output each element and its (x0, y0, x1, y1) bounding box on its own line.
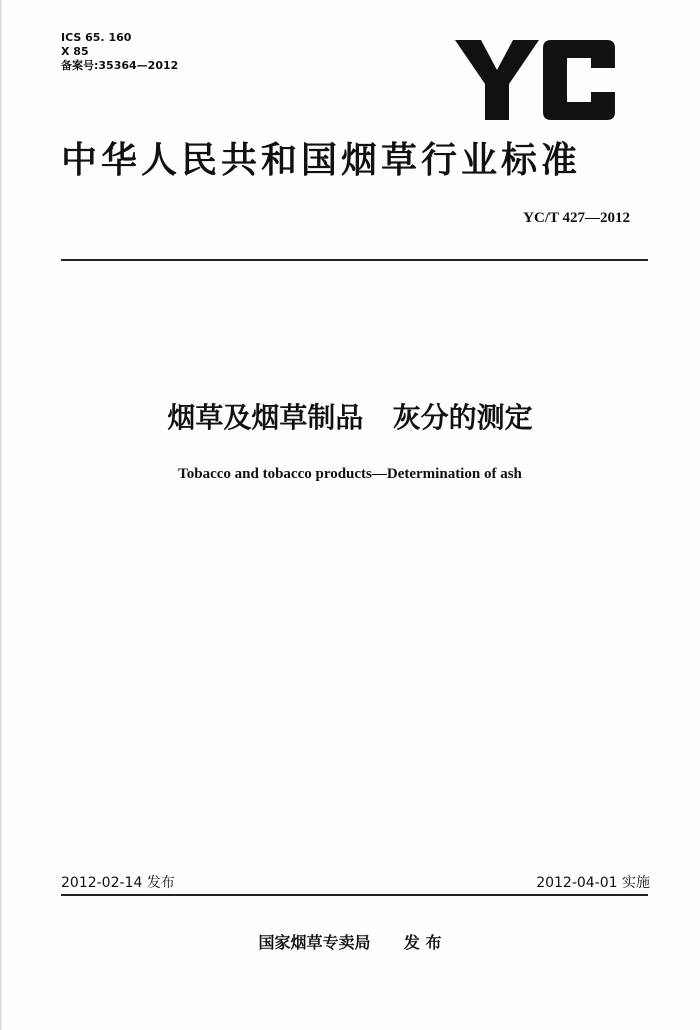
ics-code: ICS 65. 160 (61, 31, 132, 44)
logo-letter-c (543, 40, 615, 120)
bottom-divider (61, 894, 648, 896)
standard-code: YC/T 427—2012 (523, 210, 630, 226)
yc-logo (455, 40, 615, 120)
scan-edge-shadow (0, 0, 3, 1030)
publisher-line: 国家烟草专卖局 发 布 (258, 933, 442, 952)
classification-code: X 85 (61, 45, 89, 58)
logo-letter-y (455, 40, 539, 120)
filing-number: 备案号:35364—2012 (61, 59, 179, 72)
top-divider (61, 259, 648, 261)
issue-date: 2012-02-14 发布 (61, 875, 175, 891)
document-title-chinese: 烟草及烟草制品 灰分的测定 (167, 401, 533, 434)
standard-title: 中华人民共和国烟草行业标准 (61, 140, 582, 181)
header-metadata (61, 31, 178, 73)
effective-date: 2012-04-01 实施 (536, 875, 650, 891)
document-title-english: Tobacco and tobacco products—Determination of ash (178, 466, 522, 482)
